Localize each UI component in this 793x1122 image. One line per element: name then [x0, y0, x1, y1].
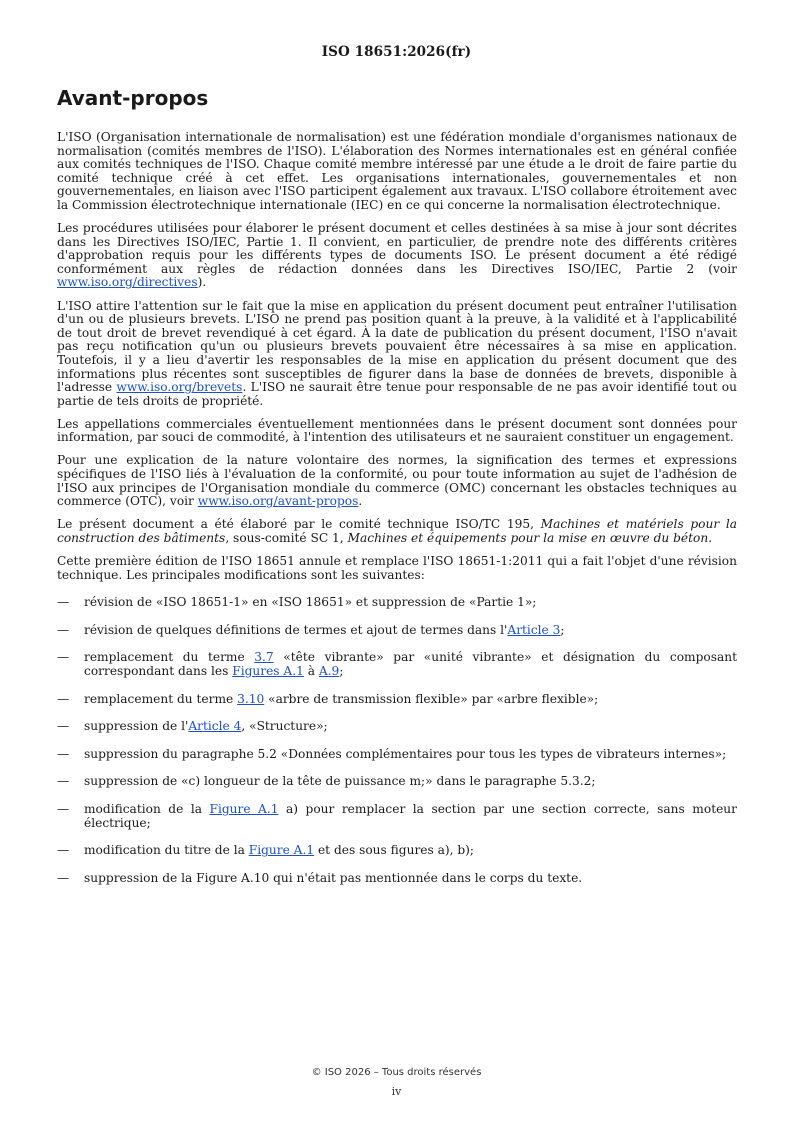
term-3-7-link[interactable]: 3.7	[254, 650, 274, 665]
paragraph-procedures: Les procédures utilisées pour élaborer le présent document et celles destinées à sa mise à jour sont décrites dans les Directives ISO/IEC, Partie 1. Il convient, en particulier, de prendre note des différents critères d'approbation requis pour les différents types de documents ISO. Le présent document a été rédigé conformément aux règles de rédaction données dans les Directives ISO/IEC, Partie 2 (voir www.iso.org/directives).	[57, 221, 737, 290]
list-item: — suppression de «c) longueur de la tête de puissance m;» dans le paragraphe 5.3.2;	[57, 774, 596, 789]
list-item: — révision de quelques définitions de termes et ajout de termes dans l'Article 3;	[57, 622, 565, 637]
changes-list	[57, 596, 737, 885]
list-item: — suppression du paragraphe 5.2 «Données complémentaires pour tous les types de vibrateurs internes»;	[57, 746, 727, 761]
dash-bullet: —	[57, 719, 70, 734]
paragraph-voluntary-standards: Pour une explication de la nature volontaire des normes, la signification des termes et expressions spécifiques de l'ISO liés à l'évaluation de la conformité, ou pour toute information au sujet de l'adhésion de l'ISO aux principes de l'Organisation mondiale du commerce (OMC) concernant les obstacles techniques au commerce (OTC), voir www.iso.org/avant-propos.	[57, 453, 737, 509]
patents-link[interactable]: www.iso.org/brevets	[116, 380, 243, 395]
dash-bullet: —	[57, 595, 70, 610]
list-item: — révision de «ISO 18651-1» en «ISO 18651» et suppression de «Partie 1»;	[57, 595, 537, 610]
copyright-footer: © ISO 2026 – Tous droits réservés	[311, 1067, 482, 1078]
list-item: — suppression de l'Article 4, «Structure»;	[57, 719, 328, 734]
dash-bullet: —	[57, 870, 70, 885]
committee-name: Machines et matériels pour la construction des bâtiments	[57, 517, 737, 545]
dash-bullet: —	[57, 774, 70, 789]
document-id-header: ISO 18651:2026(fr)	[321, 44, 472, 60]
list-item: — suppression de la Figure A.10 qui n'était pas mentionnée dans le corps du texte.	[57, 870, 583, 885]
article-3-link[interactable]: Article 3	[507, 622, 561, 637]
list-item: — remplacement du terme 3.10 «arbre de transmission flexible» par «arbre flexible»;	[57, 691, 599, 706]
subcommittee-name: Machines et équipements pour la mise en œuvre du béton	[347, 530, 709, 545]
page-title: Avant-propos	[57, 86, 209, 110]
paragraph-committee: Le présent document a été élaboré par le comité technique ISO/TC 195, Machines et matériels pour la construction des bâtiments, sous-comité SC 1, Machines et équipements pour la mise en œuvre du béton.	[57, 517, 737, 545]
dash-bullet: —	[57, 622, 70, 637]
page-number: iv	[391, 1085, 402, 1098]
dash-bullet: —	[57, 650, 70, 665]
figure-a1-link[interactable]: Figure A.1	[209, 801, 279, 816]
dash-bullet: —	[57, 691, 70, 706]
directives-link[interactable]: www.iso.org/directives	[57, 275, 198, 290]
foreword-link[interactable]: www.iso.org/avant-propos	[197, 494, 359, 509]
article-4-link[interactable]: Article 4	[188, 719, 242, 734]
dash-bullet: —	[57, 801, 70, 816]
paragraph-edition: Cette première édition de l'ISO 18651 annule et remplace l'ISO 18651-1:2011 qui a fait l'objet d'une révision technique. Les principales modifications sont les suivantes:	[57, 554, 737, 582]
paragraph-iso-overview: L'ISO (Organisation internationale de normalisation) est une fédération mondiale d'organismes nationaux de normalisation (comités membres de l'ISO). L'élaboration des Normes internationales est en général confiée aux comités techniques de l'ISO. Chaque comité membre intéressé par une étude a le droit de faire partie du comité technique créé à cet effet. Les organisations internationales, gouvernementales et non gouvernementales, en liaison avec l'ISO participent également aux travaux. L'ISO collabore étroitement avec la Commission électrotechnique internationale (IEC) en ce qui concerne la normalisation électrotechnique.	[57, 130, 737, 212]
list-item: — modification de la Figure A.1 a) pour remplacer la section par une section correcte, sans moteur électrique;	[57, 801, 737, 830]
paragraph-patents: L'ISO attire l'attention sur le fait que la mise en application du présent document peut entraîner l'utilisation d'un ou de plusieurs brevets. L'ISO ne prend pas position quant à la preuve, à la validité et à l'applicabilité de tout droit de brevet revendiqué à cet égard. À la date de publication du présent document, l'ISO n'avait pas reçu notification qu'un ou plusieurs brevets pouvaient être nécessaires à sa mise en application. Toutefois, il y a lieu d'avertir les responsables de la mise en application du présent document que des informations plus récentes sont susceptibles de figurer dans la base de données de brevets, disponible à l'adresse www.iso.org/brevets. L'ISO ne saurait être tenue pour responsable de ne pas avoir identifié tout ou partie de tels droits de propriété.	[57, 298, 737, 408]
figure-a1-title-link[interactable]: Figure A.1	[248, 843, 315, 858]
figures-a1-link[interactable]: Figures A.1	[232, 664, 304, 678]
list-item: — modification du titre de la Figure A.1 et des sous figures a), b);	[57, 843, 475, 858]
term-3-10-link[interactable]: 3.10	[237, 691, 265, 706]
paragraph-trade-names: Les appellations commerciales éventuellement mentionnées dans le présent document sont données pour information, par souci de commodité, à l'intention des utilisateurs et ne sauraient constituer un engagement.	[57, 416, 737, 445]
foreword-body	[57, 131, 737, 899]
dash-bullet: —	[57, 843, 70, 858]
dash-bullet: —	[57, 746, 70, 761]
figure-a9-link[interactable]: A.9	[318, 664, 340, 678]
list-item: — remplacement du terme 3.7 «tête vibrante» par «unité vibrante» et désignation du composant correspondant dans les Figures A.1 à A.9;	[57, 650, 738, 678]
